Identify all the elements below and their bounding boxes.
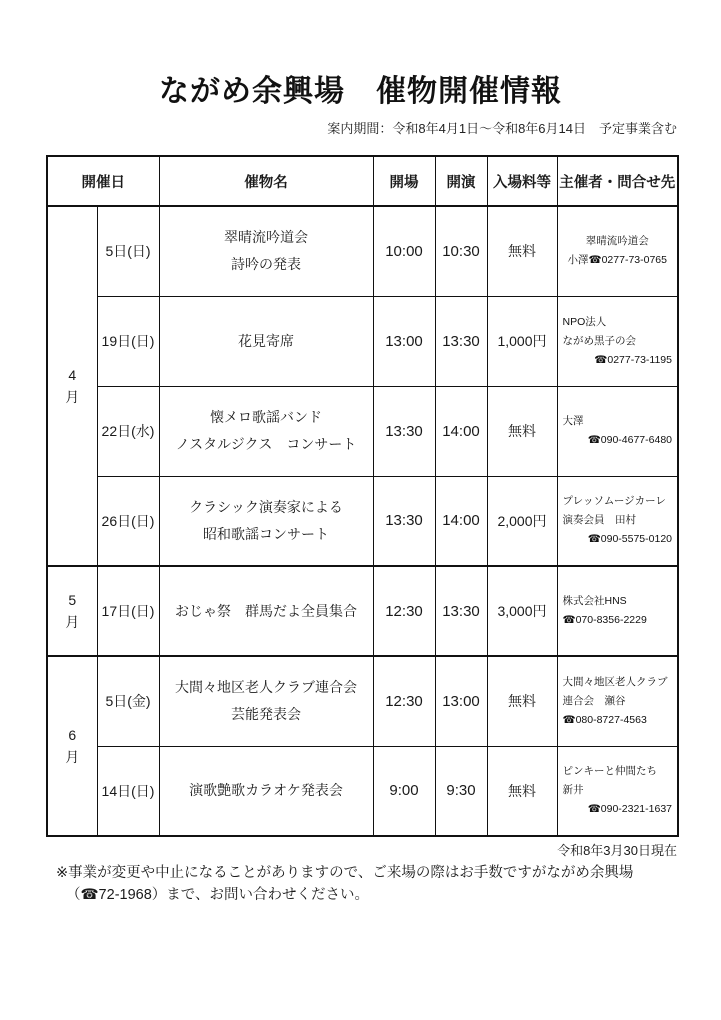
event-name-cell <box>159 656 373 746</box>
start-time-cell: 10:30 <box>435 206 487 296</box>
page-title: ながめ余興場 催物開催情報 <box>159 75 562 108</box>
table-header <box>47 156 678 206</box>
info-period-text: 案内期間：令和8年4月1日～令和8年6月14日 予定事業含む <box>327 121 677 136</box>
day-cell: 26日(日) <box>97 476 159 566</box>
fee-cell: 3,000円 <box>487 566 557 656</box>
event-line: 芸能発表会 <box>231 706 301 723</box>
col-header-event: 催物名 <box>159 156 373 206</box>
event-name-cell <box>159 386 373 476</box>
organizer-line: 大間々地区老人クラブ連合会 瀬谷 <box>562 675 668 707</box>
footer-note <box>56 862 676 906</box>
table-row <box>47 566 678 656</box>
start-time-cell: 13:30 <box>435 566 487 656</box>
fee-cell: 無料 <box>487 746 557 836</box>
organizer-cell <box>557 746 678 836</box>
organizer-phone: ☎070-8356-2229 <box>562 614 647 626</box>
col-header-date: 開催日 <box>47 156 159 206</box>
fee-cell: 無料 <box>487 656 557 746</box>
open-time-cell: 9:00 <box>373 746 435 836</box>
day-cell: 14日(日) <box>97 746 159 836</box>
table-row <box>47 386 678 476</box>
event-line: 詩吟の発表 <box>231 256 301 273</box>
day-cell: 5日(金) <box>97 656 159 746</box>
event-name-cell <box>159 566 373 656</box>
col-header-open: 開場 <box>373 156 435 206</box>
organizer-cell <box>557 386 678 476</box>
event-line: 花見寄席 <box>238 332 294 349</box>
event-schedule-table <box>46 155 679 837</box>
month-group-june <box>47 656 678 836</box>
organizer-phone: ☎080-8727-4563 <box>562 713 647 726</box>
fee-cell: 無料 <box>487 206 557 296</box>
event-line: 大間々地区老人クラブ連合会 <box>175 679 357 696</box>
col-header-fee: 入場料等 <box>487 156 557 206</box>
organizer-line: NPO法人 <box>562 315 607 328</box>
month-cell <box>47 206 97 566</box>
month-number: 4 <box>68 367 77 383</box>
organizer-phone: ☎090-4677-6480 <box>587 434 672 446</box>
month-number: 5 <box>68 592 77 608</box>
month-cell <box>47 656 97 836</box>
month-group-april <box>47 206 678 566</box>
event-name-cell <box>159 206 373 296</box>
open-time-cell: 10:00 <box>373 206 435 296</box>
organizer-phone: ☎0277-73-1195 <box>594 353 672 366</box>
footer-note-line1: ※事業が変更や中止になることがありますので、ご来場の際はお手数ですがながめ余興場 <box>56 865 634 881</box>
organizer-line: ピンキーと仲間たち <box>562 765 657 778</box>
open-time-cell: 12:30 <box>373 656 435 746</box>
organizer-cell <box>557 206 678 296</box>
month-kanji: 月 <box>65 614 80 630</box>
start-time-cell: 14:00 <box>435 476 487 566</box>
organizer-cell <box>557 296 678 386</box>
open-time-cell: 12:30 <box>373 566 435 656</box>
organizer-line: 新井 <box>562 784 584 797</box>
header-row <box>47 156 678 206</box>
col-header-organizer: 主催者・問合せ先 <box>557 156 678 206</box>
fee-cell: 無料 <box>487 386 557 476</box>
event-line: 演歌艶歌カラオケ発表会 <box>189 782 343 799</box>
organizer-cell <box>557 566 678 656</box>
event-line: おじゃ祭 群馬だよ全員集合 <box>175 602 357 619</box>
organizer-phone: ☎090-5575-0120 <box>587 533 672 546</box>
open-time-cell: 13:30 <box>373 386 435 476</box>
event-name-cell <box>159 746 373 836</box>
organizer-phone: 小澤☎0277-73-0765 <box>567 254 667 267</box>
event-line: ノスタルジクス コンサート <box>175 436 357 452</box>
organizer-line: プレッソムージカーレ <box>562 495 666 508</box>
organizer-phone: ☎090-2321-1637 <box>587 803 672 816</box>
organizer-line: ながめ黒子の会 <box>562 334 636 347</box>
table-row <box>47 206 678 296</box>
event-line: 懐メロ歌謡バンド <box>210 409 322 425</box>
start-time-cell: 14:00 <box>435 386 487 476</box>
start-time-cell: 13:00 <box>435 656 487 746</box>
month-kanji: 月 <box>65 749 80 765</box>
organizer-cell <box>557 656 678 746</box>
event-line: 昭和歌謡コンサート <box>203 525 329 542</box>
event-name-cell <box>159 296 373 386</box>
fee-cell: 2,000円 <box>487 476 557 566</box>
day-cell: 5日(日) <box>97 206 159 296</box>
table-row <box>47 296 678 386</box>
day-cell: 22日(水) <box>97 386 159 476</box>
open-time-cell: 13:00 <box>373 296 435 386</box>
as-of-date-text: 令和8年3月30日現在 <box>557 843 677 858</box>
event-name-cell <box>159 476 373 566</box>
footer-note-line2: （☎72-1968）まで、お問い合わせください。 <box>66 887 369 903</box>
col-header-start: 開演 <box>435 156 487 206</box>
open-time-cell: 13:30 <box>373 476 435 566</box>
event-line: クラシック演奏家による <box>189 498 343 515</box>
month-number: 6 <box>68 727 77 743</box>
month-group-may <box>47 566 678 656</box>
organizer-line: 大澤 <box>562 415 584 427</box>
month-kanji: 月 <box>65 389 80 405</box>
start-time-cell: 13:30 <box>435 296 487 386</box>
table-row <box>47 656 678 746</box>
start-time-cell: 9:30 <box>435 746 487 836</box>
fee-cell: 1,000円 <box>487 296 557 386</box>
day-cell: 17日(日) <box>97 566 159 656</box>
organizer-line: 株式会社HNS <box>562 595 627 607</box>
day-cell: 19日(日) <box>97 296 159 386</box>
month-cell <box>47 566 97 656</box>
table-row <box>47 746 678 836</box>
organizer-cell <box>557 476 678 566</box>
organizer-line: 演奏会員 田村 <box>562 514 636 527</box>
organizer-line: 翠晴流吟道会 <box>585 235 649 248</box>
table-row <box>47 476 678 566</box>
event-line: 翠晴流吟道会 <box>224 229 308 246</box>
